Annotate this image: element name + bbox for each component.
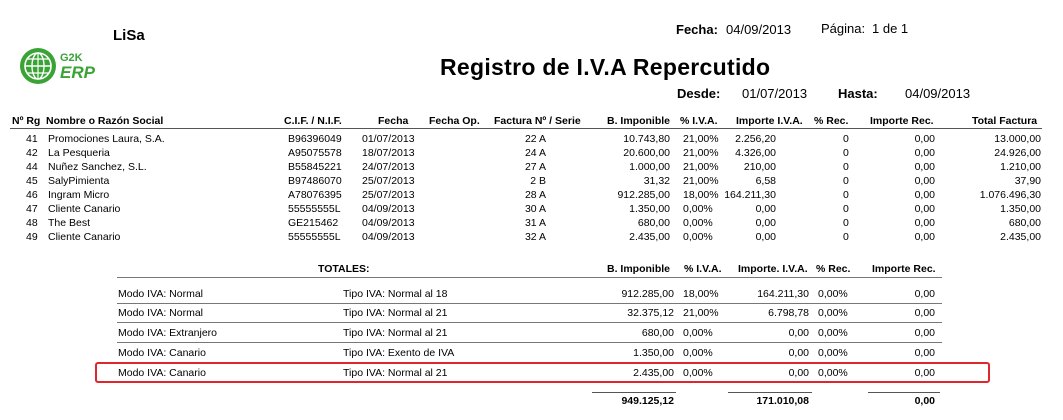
cell-total: 37,90 — [1014, 175, 1041, 187]
cell-base: 1.000,00 — [629, 161, 670, 173]
cell-pct-iva: 21,00% — [683, 133, 719, 145]
cell-pct-iva: 0,00% — [683, 231, 713, 243]
cell-pct-rec: 0 — [843, 231, 849, 243]
table-row — [0, 217, 1063, 230]
cell-pct-iva: 21,00% — [683, 307, 719, 319]
col-n-rg: Nº Rg — [12, 115, 41, 127]
cell-modo: Modo IVA: Canario — [118, 367, 206, 379]
cell-imp-rec: 0,00 — [914, 189, 935, 201]
cell-factura: 28 A — [524, 189, 546, 201]
cell-total: 24.926,00 — [994, 147, 1041, 159]
totals-row — [0, 307, 1063, 320]
cell-pct-iva: 0,00% — [683, 327, 713, 339]
cell-imp-iva: 6.798,78 — [768, 307, 809, 319]
table-row — [0, 189, 1063, 202]
cell-tipo: Tipo IVA: Normal al 21 — [343, 307, 448, 319]
totals-label: TOTALES: — [318, 263, 370, 275]
fecha-value: 04/09/2013 — [726, 22, 792, 37]
col-pct-iva: % I.V.A. — [680, 115, 718, 127]
cell-imp-rec: 0,00 — [914, 367, 935, 379]
cell-base: 912.285,00 — [621, 288, 674, 300]
table-row — [0, 175, 1063, 188]
cell-cif: B96396049 — [288, 133, 342, 145]
cell-modo: Modo IVA: Normal — [118, 288, 203, 300]
cell-n: 45 — [26, 175, 38, 187]
col-factura: Factura Nº / Serie — [494, 115, 581, 127]
col-nombre: Nombre o Razón Social — [46, 115, 164, 127]
table-row — [0, 147, 1063, 160]
cell-pct-iva: 21,00% — [683, 161, 719, 173]
grand-iva-line — [728, 392, 812, 393]
cell-imp-rec: 0,00 — [914, 175, 935, 187]
cell-modo: Modo IVA: Normal — [118, 307, 203, 319]
cell-factura: 24 A — [524, 147, 546, 159]
cell-pct-rec: 0 — [843, 161, 849, 173]
cell-n: 41 — [26, 133, 38, 145]
cell-total: 1.076.496,30 — [979, 189, 1041, 201]
cell-imp-iva: 164.211,30 — [757, 288, 809, 300]
cell-n: 46 — [26, 189, 38, 201]
cell-fecha: 18/07/2013 — [362, 147, 415, 159]
cell-cif: B97486070 — [288, 175, 342, 187]
cell-tipo: Tipo IVA: Normal al 21 — [343, 367, 448, 379]
report-title: Registro de I.V.A Repercutido — [440, 54, 771, 80]
totals-divider — [117, 277, 942, 278]
col-cif: C.I.F. / N.I.F. — [284, 115, 342, 127]
cell-tipo: Tipo IVA: Exento de IVA — [343, 347, 455, 359]
grand-total-rec: 0,00 — [914, 395, 935, 407]
totals-col-imp-iva: Importe. I.V.A. — [738, 263, 808, 275]
table-row — [0, 203, 1063, 216]
totals-row — [0, 327, 1063, 340]
cell-imp-rec: 0,00 — [914, 231, 935, 243]
cell-nombre: Cliente Canario — [48, 203, 121, 215]
col-fecha: Fecha — [378, 115, 409, 127]
col-total: Total Factura — [972, 115, 1038, 127]
cell-modo: Modo IVA: Canario — [118, 347, 206, 359]
cell-total: 2.435,00 — [1000, 231, 1041, 243]
cell-imp-iva: 0,00 — [788, 367, 809, 379]
cell-base: 680,00 — [637, 217, 670, 229]
cell-imp-rec: 0,00 — [914, 133, 935, 145]
cell-imp-iva: 0,00 — [755, 231, 776, 243]
cell-total: 680,00 — [1008, 217, 1041, 229]
cell-nombre: Nuñez Sanchez, S.L. — [48, 161, 147, 173]
logo-text-top: G2K — [60, 52, 83, 64]
grand-rec-line — [868, 392, 940, 393]
grand-total-base: 949.125,12 — [621, 395, 674, 407]
cell-total: 13.000,00 — [994, 133, 1041, 145]
col-base: B. Imponible — [607, 115, 670, 127]
table-row — [0, 161, 1063, 174]
cell-imp-iva: 4.326,00 — [735, 147, 776, 159]
cell-imp-iva: 0,00 — [788, 347, 809, 359]
totals-col-imp-rec: Importe Rec. — [872, 263, 936, 275]
cell-base: 680,00 — [641, 327, 674, 339]
cell-pct-rec: 0 — [843, 189, 849, 201]
totals-col-pct-iva: % I.V.A. — [684, 263, 722, 275]
cell-pct-iva: 18,00% — [683, 288, 719, 300]
cell-imp-rec: 0,00 — [914, 347, 935, 359]
cell-fecha: 25/07/2013 — [362, 189, 415, 201]
company-name: LiSa — [113, 27, 145, 44]
totals-col-pct-rec: % Rec. — [816, 263, 851, 275]
col-pct-rec: % Rec. — [814, 115, 849, 127]
cell-fecha: 04/09/2013 — [362, 203, 415, 215]
cell-fecha: 04/09/2013 — [362, 217, 415, 229]
cell-modo: Modo IVA: Extranjero — [118, 327, 218, 339]
cell-base: 1.350,00 — [633, 347, 674, 359]
cell-pct-iva: 21,00% — [683, 175, 719, 187]
cell-n: 44 — [26, 161, 38, 173]
cell-pct-iva: 0,00% — [683, 367, 713, 379]
cell-pct-iva: 0,00% — [683, 203, 713, 215]
desde-value: 01/07/2013 — [742, 86, 808, 101]
cell-imp-iva: 164.211,30 — [724, 189, 776, 201]
cell-pct-rec: 0 — [843, 203, 849, 215]
cell-imp-rec: 0,00 — [914, 203, 935, 215]
cell-cif: A78076395 — [288, 189, 342, 201]
totals-col-base: B. Imponible — [607, 263, 670, 275]
cell-tipo: Tipo IVA: Normal al 18 — [343, 288, 448, 300]
cell-pct-iva: 0,00% — [683, 217, 713, 229]
col-imp-rec: Importe Rec. — [870, 115, 934, 127]
cell-total: 1.350,00 — [1000, 203, 1041, 215]
hasta-label: Hasta: — [838, 86, 878, 101]
cell-n: 47 — [26, 203, 38, 215]
cell-cif: A95075578 — [288, 147, 342, 159]
cell-pct-rec: 0,00% — [818, 288, 848, 300]
cell-pct-rec: 0,00% — [818, 367, 848, 379]
cell-imp-rec: 0,00 — [914, 161, 935, 173]
cell-nombre: Cliente Canario — [48, 231, 121, 243]
cell-factura: 32 A — [524, 231, 546, 243]
row-divider — [117, 303, 942, 304]
cell-imp-iva: 0,00 — [755, 203, 776, 215]
cell-base: 2.435,00 — [629, 231, 670, 243]
cell-cif: GE215462 — [288, 217, 339, 229]
cell-n: 48 — [26, 217, 38, 229]
cell-fecha: 25/07/2013 — [362, 175, 415, 187]
totals-row — [0, 347, 1063, 360]
hasta-value: 04/09/2013 — [905, 86, 971, 101]
cell-pct-rec: 0 — [843, 217, 849, 229]
cell-n: 42 — [26, 147, 38, 159]
cell-imp-rec: 0,00 — [914, 147, 935, 159]
logo-text-bottom: ERP — [60, 63, 95, 82]
grand-base-line — [592, 392, 676, 393]
cell-pct-iva: 18,00% — [683, 189, 719, 201]
cell-base: 2.435,00 — [633, 367, 674, 379]
cell-base: 32.375,12 — [627, 307, 674, 319]
g2k-erp-logo — [18, 43, 102, 89]
cell-n: 49 — [26, 231, 38, 243]
cell-base: 31,32 — [643, 175, 670, 187]
cell-pct-iva: 21,00% — [683, 147, 719, 159]
cell-nombre: Promociones Laura, S.A. — [48, 133, 165, 145]
cell-imp-iva: 210,00 — [743, 161, 776, 173]
cell-imp-iva: 0,00 — [755, 217, 776, 229]
cell-imp-iva: 2.256,20 — [735, 133, 776, 145]
cell-fecha: 24/07/2013 — [362, 161, 415, 173]
header-divider — [10, 128, 1042, 129]
cell-imp-rec: 0,00 — [914, 217, 935, 229]
cell-factura: 27 A — [524, 161, 546, 173]
cell-cif: 55555555L — [288, 203, 341, 215]
cell-pct-rec: 0,00% — [818, 307, 848, 319]
cell-imp-rec: 0,00 — [914, 307, 935, 319]
cell-nombre: SalyPimienta — [48, 175, 110, 187]
cell-tipo: Tipo IVA: Normal al 21 — [343, 327, 448, 339]
highlight-box — [95, 362, 990, 383]
cell-cif: B55845221 — [288, 161, 342, 173]
cell-factura: 2 B — [530, 175, 546, 187]
cell-factura: 30 A — [524, 203, 546, 215]
cell-nombre: La Pesqueria — [48, 147, 110, 159]
table-row — [0, 231, 1063, 244]
desde-label: Desde: — [677, 86, 721, 101]
cell-base: 20.600,00 — [623, 147, 670, 159]
row-divider — [117, 322, 942, 323]
cell-base: 912.285,00 — [617, 189, 670, 201]
cell-factura: 22 A — [524, 133, 546, 145]
cell-pct-rec: 0 — [843, 133, 849, 145]
cell-pct-rec: 0,00% — [818, 327, 848, 339]
cell-fecha: 04/09/2013 — [362, 231, 415, 243]
cell-fecha: 01/07/2013 — [362, 133, 415, 145]
cell-pct-rec: 0 — [843, 147, 849, 159]
cell-factura: 31 A — [524, 217, 546, 229]
row-divider — [117, 342, 942, 343]
cell-base: 10.743,80 — [623, 133, 670, 145]
cell-pct-rec: 0 — [843, 175, 849, 187]
cell-cif: 55555555L — [288, 231, 341, 243]
grand-total-iva: 171.010,08 — [756, 395, 809, 407]
cell-total: 1.210,00 — [1000, 161, 1041, 173]
pagina-value: 1 de 1 — [872, 21, 909, 36]
cell-imp-rec: 0,00 — [914, 327, 935, 339]
fecha-label: Fecha: — [676, 22, 718, 37]
cell-nombre: Ingram Micro — [48, 189, 110, 201]
cell-pct-iva: 0,00% — [683, 347, 713, 359]
cell-base: 1.350,00 — [629, 203, 670, 215]
pagina-label: Página: — [821, 21, 866, 36]
col-fecha-op: Fecha Op. — [429, 115, 480, 127]
cell-imp-rec: 0,00 — [914, 288, 935, 300]
totals-row — [0, 288, 1063, 301]
cell-imp-iva: 0,00 — [788, 327, 809, 339]
cell-nombre: The Best — [48, 217, 91, 229]
cell-imp-iva: 6,58 — [755, 175, 776, 187]
cell-pct-rec: 0,00% — [818, 347, 848, 359]
table-row — [0, 133, 1063, 146]
col-imp-iva: Importe I.V.A. — [736, 115, 803, 127]
